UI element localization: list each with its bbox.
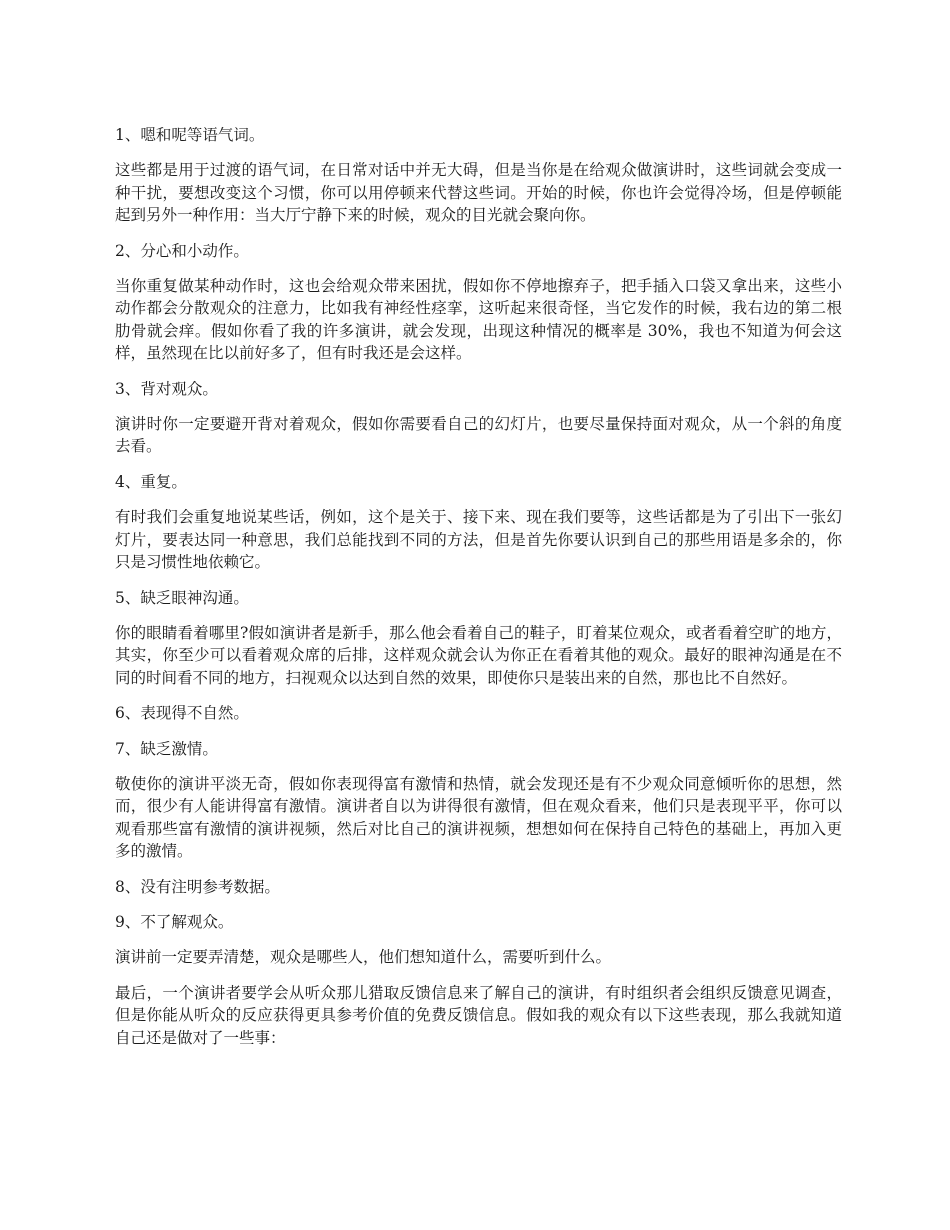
paragraph-fillers: 这些都是用于过渡的语气词，在日常对话中并无大碍，但是当你是在给观众做演讲时，这些词就会变成一种干扰，要想改变这个习惯，你可以用停顿来代替这些词。开始的时候，你也许会觉得冷场，但是停顿能起到另外一种作用：当大厅宁静下来的时候，观众的目光就会聚向你。 xyxy=(115,161,842,225)
paragraph-eye-contact: 你的眼睛看着哪里?假如演讲者是新手，那么他会看着自己的鞋子，盯着某位观众，或者看着空旷的地方，其实，你至少可以看着观众席的后排，这样观众就会认为你正在看着其他的观众。最好的眼神沟通是在不同的时间看不同的地方，扫视观众以达到自然的效果，即使你只是装出来的自然，那也比不自然好。 xyxy=(115,623,842,687)
section-heading-2: 2、分心和小动作。 xyxy=(115,241,249,260)
section-heading-8: 8、没有注明参考数据。 xyxy=(115,877,280,896)
section-heading-3: 3、背对观众。 xyxy=(115,379,218,398)
section-heading-7: 7、缺乏激情。 xyxy=(115,739,218,758)
paragraph-know-audience: 演讲前一定要弄清楚，观众是哪些人，他们想知道什么，需要听到什么。 xyxy=(115,948,612,967)
section-heading-6: 6、表现得不自然。 xyxy=(115,704,249,723)
paragraph-passion: 敬使你的演讲平淡无奇，假如你表现得富有激情和热情，就会发现还是有不少观众同意倾听你的思想，然而，很少有人能讲得富有激情。演讲者自以为讲得很有激情，但在观众看来，他们只是表现平平，你可以观看那些富有激情的演讲视频，然后对比自己的演讲视频，想想如何在保持自己特色的基础上，再加入更多的激情。 xyxy=(115,774,842,861)
section-heading-1: 1、嗯和呢等语气词。 xyxy=(115,126,265,144)
document-page xyxy=(115,124,842,1062)
paragraph-conclusion: 最后，一个演讲者要学会从听众那儿猎取反馈信息来了解自己的演讲，有时组织者会组织反馈意见调查，但是你能从听众的反应获得更具参考价值的免费反馈信息。假如我的观众有以下这些表现，那么我就知道自己还是做对了一些事： xyxy=(115,983,842,1047)
paragraph-back-to-audience: 演讲时你一定要避开背对着观众，假如你需要看自己的幻灯片，也要尽量保持面对观众，从一个斜的角度去看。 xyxy=(115,415,842,456)
section-heading-9: 9、不了解观众。 xyxy=(115,912,234,931)
section-heading-4: 4、重复。 xyxy=(115,472,187,491)
paragraph-repetition: 有时我们会重复地说某些话，例如，这个是关于、接下来、现在我们要等，这些话都是为了引出下一张幻灯片，要表达同一种意思，我们总能找到不同的方法，但是首先你要认识到自己的那些用语是多余的，你只是习惯性地依赖它。 xyxy=(115,508,842,572)
section-heading-5: 5、缺乏眼神沟通。 xyxy=(115,588,249,607)
paragraph-distractions: 当你重复做某种动作时，这也会给观众带来困扰，假如你不停地擦弃子，把手插入口袋又拿出来，这些小动作都会分散观众的注意力，比如我有神经性痉挛，这听起来很奇怪，当它发作的时候，我右边的第二根肋骨就会痒。假如你看了我的许多演讲，就会发现，出现这种情况的概率是 30%，我也不知道为何会这样，虽然现在比以前好多了，但有时我还是会这样。 xyxy=(115,277,842,363)
